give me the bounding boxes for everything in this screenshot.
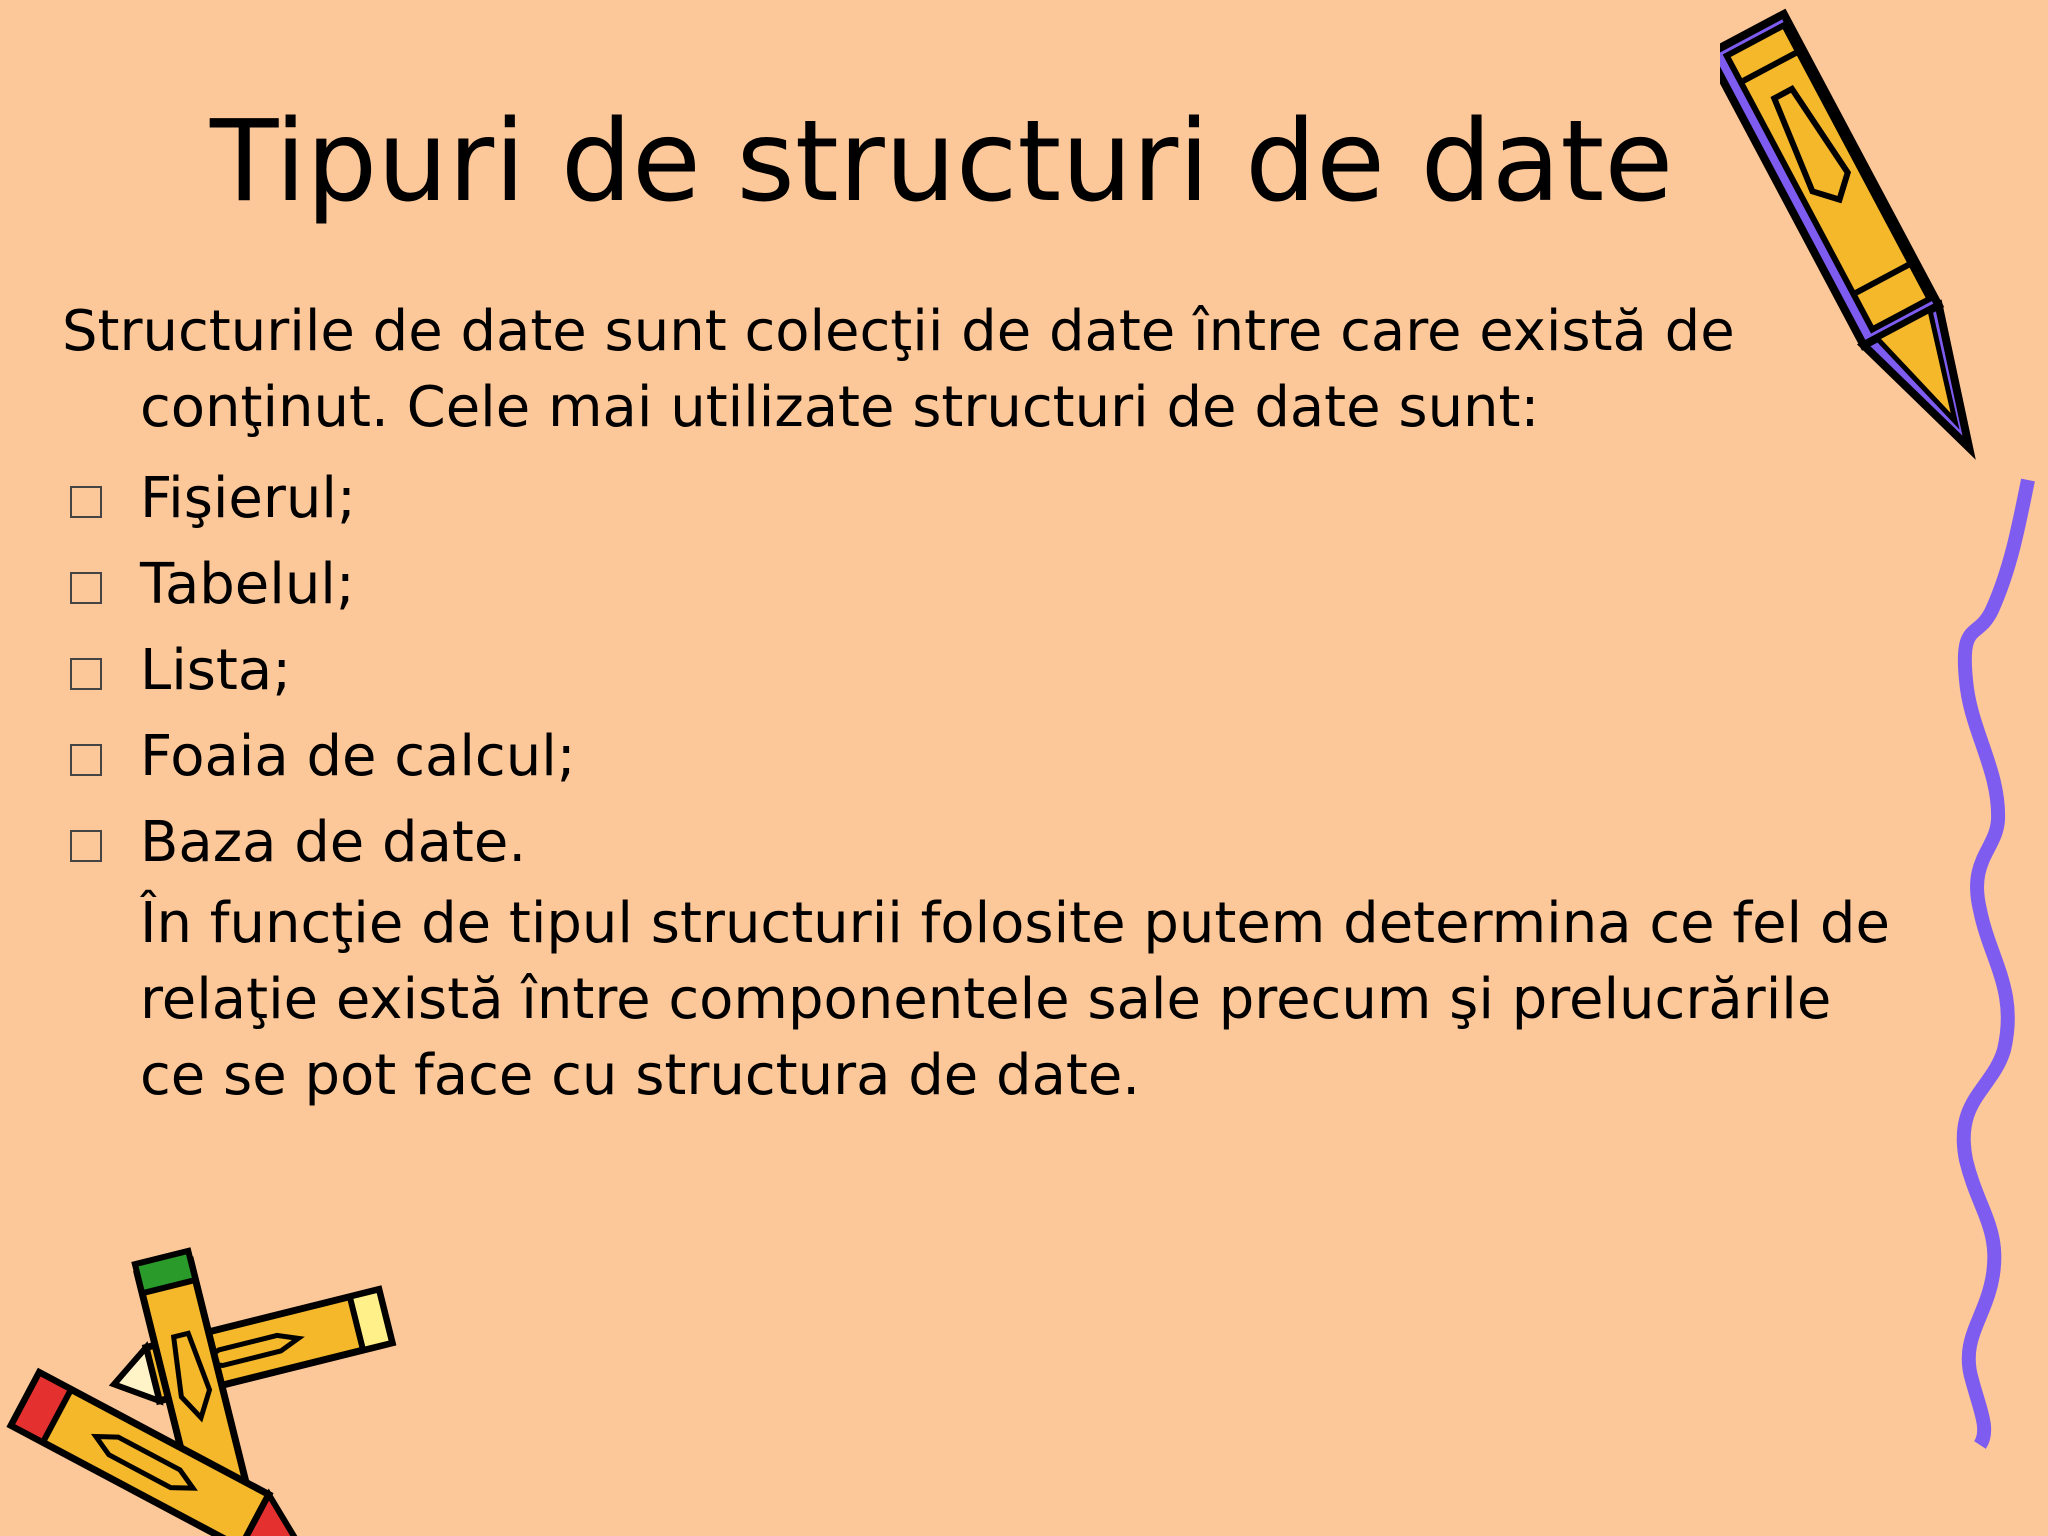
bullet-item-baza-de-date bbox=[62, 800, 1892, 886]
slide-title: Tipuri de structuri de date bbox=[210, 97, 1674, 227]
bullet-label: Lista; bbox=[140, 638, 292, 703]
bullet-item-foaia-de-calcul bbox=[62, 714, 1892, 800]
pencil-icon bbox=[1720, 0, 2020, 490]
bullet-item-lista bbox=[62, 628, 1892, 714]
checkbox-square-icon bbox=[70, 486, 102, 518]
crossed-pencils-icon bbox=[0, 1240, 420, 1536]
bullet-label: Foaia de calcul; bbox=[140, 724, 576, 789]
checkbox-square-icon bbox=[70, 572, 102, 604]
slide-body bbox=[62, 294, 1892, 1114]
bullet-item-fisierul bbox=[62, 456, 1892, 542]
bullet-label: Tabelul; bbox=[140, 552, 355, 617]
checkbox-square-icon bbox=[70, 830, 102, 862]
checkbox-square-icon bbox=[70, 744, 102, 776]
checkbox-square-icon bbox=[70, 658, 102, 690]
squiggle-line bbox=[1940, 470, 2040, 1450]
bullet-label: Fişierul; bbox=[140, 466, 356, 531]
bullet-item-tabelul bbox=[62, 542, 1892, 628]
bullet-list bbox=[62, 456, 1892, 886]
bullet-label: Baza de date. bbox=[140, 810, 527, 875]
outro-paragraph: În funcţie de tipul structurii folosite putem determina ce fel de relaţie există între componentele sale precum şi prelucrările ce se pot face cu structura de date. bbox=[140, 891, 1890, 1108]
intro-paragraph: Structurile de date sunt colecţii de date între care există de conţinut. Cele mai utilizate structuri de date sunt: bbox=[62, 299, 1735, 440]
